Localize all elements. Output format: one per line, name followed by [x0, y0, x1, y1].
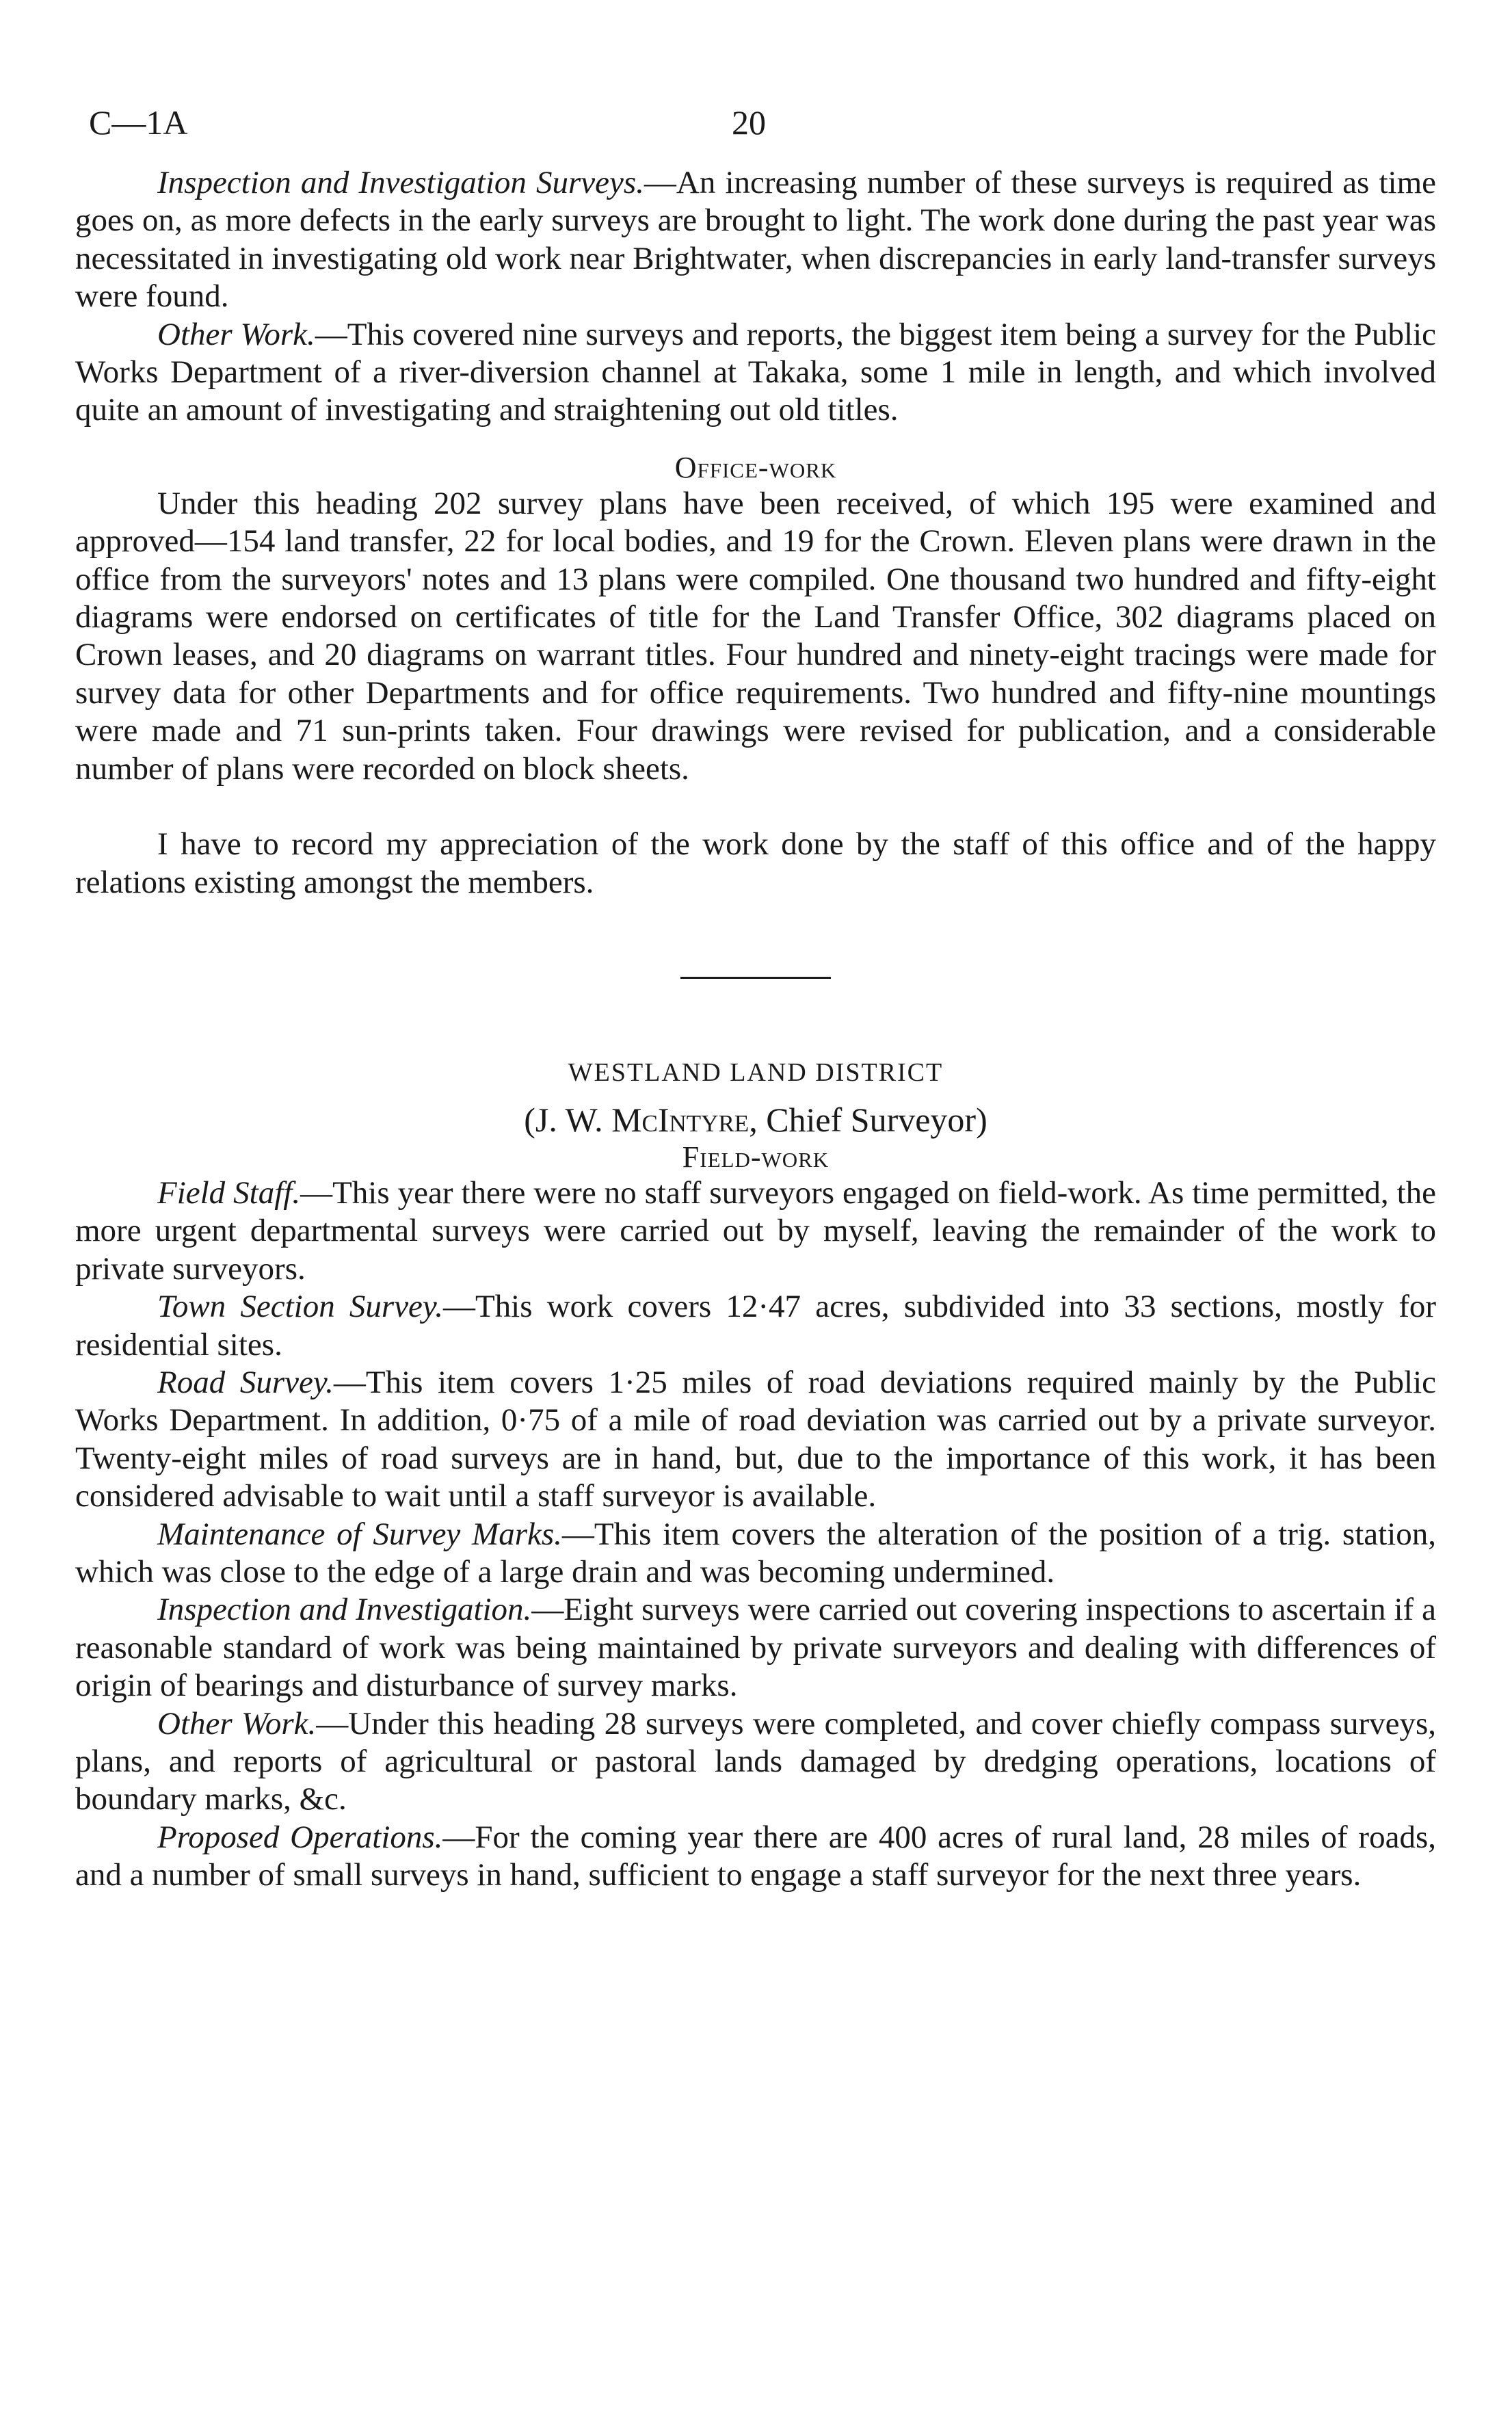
paragraph-road-survey: Road Survey.—This item covers 1·25 miles of road deviations required mainly by the Public Works Department. In addition, 0·75 of a mile of road deviation was carried out by a private surveyor. Twenty-eight miles of road surveys are in hand, but, due to the importance of this work, it has been considered advisable to wait until a staff surveyor is available.: [75, 1364, 1436, 1514]
westland-district-heading: WESTLAND LAND DISTRICT: [568, 1057, 944, 1087]
chief-surveyor-line: (J. W. McIntyre, Chief Surveyor): [524, 1100, 987, 1139]
paragraph-inspection-investigation: Inspection and Investigation.—Eight surveys were carried out covering inspections to ascertain if a reasonable standard of work was being maintained by private surveyors and dealing with differences of origin of bearings and disturbance of survey marks.: [75, 1592, 1436, 1704]
paragraph-town-section-survey: Town Section Survey.—This work covers 12·47 acres, subdivided into 33 sections, mostly for residential sites.: [75, 1289, 1437, 1363]
paragraph-office-work: Under this heading 202 survey plans have been received, of which 195 were examined and approved—154 land transfer, 22 for local bodies, and 19 for the Crown. Eleven plans were drawn in the office from the surveyors' notes and 13 plans were compiled. One thousand two hundred and fifty-eight diagrams were endorsed on certificates of title for the Land Transfer Office, 302 diagrams placed on Crown leases, and 20 diagrams on warrant titles. Four hundred and ninety-eight tracings were made for survey data for other Departments and for office requirements. Two hundred and fifty-nine mountings were made and 71 sun-prints taken. Four drawings were revised for publication, and a considerable number of plans were recorded on block sheets.: [75, 485, 1436, 787]
paragraph-appreciation: I have to record my appreciation of the work done by the staff of this office and of the happy relations existing amongst the members.: [75, 826, 1436, 900]
paragraph-maintenance-survey-marks: Maintenance of Survey Marks.—This item covers the alteration of the position of a trig. station, which was close to the edge of a large drain and was becoming undermined.: [75, 1516, 1437, 1590]
page-number: 20: [732, 103, 766, 142]
paragraph-inspection-surveys: Inspection and Investigation Surveys.—An increasing number of these surveys is required as time goes on, as more defects in the early surveys are brought to light. The work done during the past year was necessitated in investigating old work near Brightwater, when discrepancies in early land-transfer surveys were found.: [75, 165, 1436, 315]
paragraph-westland-other-work: Other Work.—Under this heading 28 surveys were completed, and cover chiefly compass surveys, plans, and reports of agricultural or pastoral lands damaged by dredging operations, locations of boundary marks, &c.: [75, 1705, 1437, 1817]
office-work-heading: Office-work: [674, 450, 837, 484]
paragraph-proposed-operations: Proposed Operations.—For the coming year there are 400 acres of rural land, 28 miles of roads, and a number of small surveys in hand, sufficient to engage a staff surveyor for the next three years.: [75, 1819, 1436, 1893]
field-work-heading: Field-work: [682, 1140, 830, 1174]
paragraph-other-work: Other Work.—This covered nine surveys and reports, the biggest item being a survey for the Public Works Department of a river-diversion channel at Takaka, some 1 mile in length, and which involved quite an amount of investigating and straightening out old titles.: [75, 316, 1436, 428]
document-page: [75, 103, 1436, 1895]
paragraph-field-staff: Field Staff.—This year there were no staff surveyors engaged on field-work. As time permitted, the more urgent departmental surveys were carried out by myself, leaving the remainder of the work to private surveyors.: [75, 1174, 1436, 1287]
page-header: [75, 103, 1436, 164]
document-reference: C—1A: [89, 103, 188, 142]
